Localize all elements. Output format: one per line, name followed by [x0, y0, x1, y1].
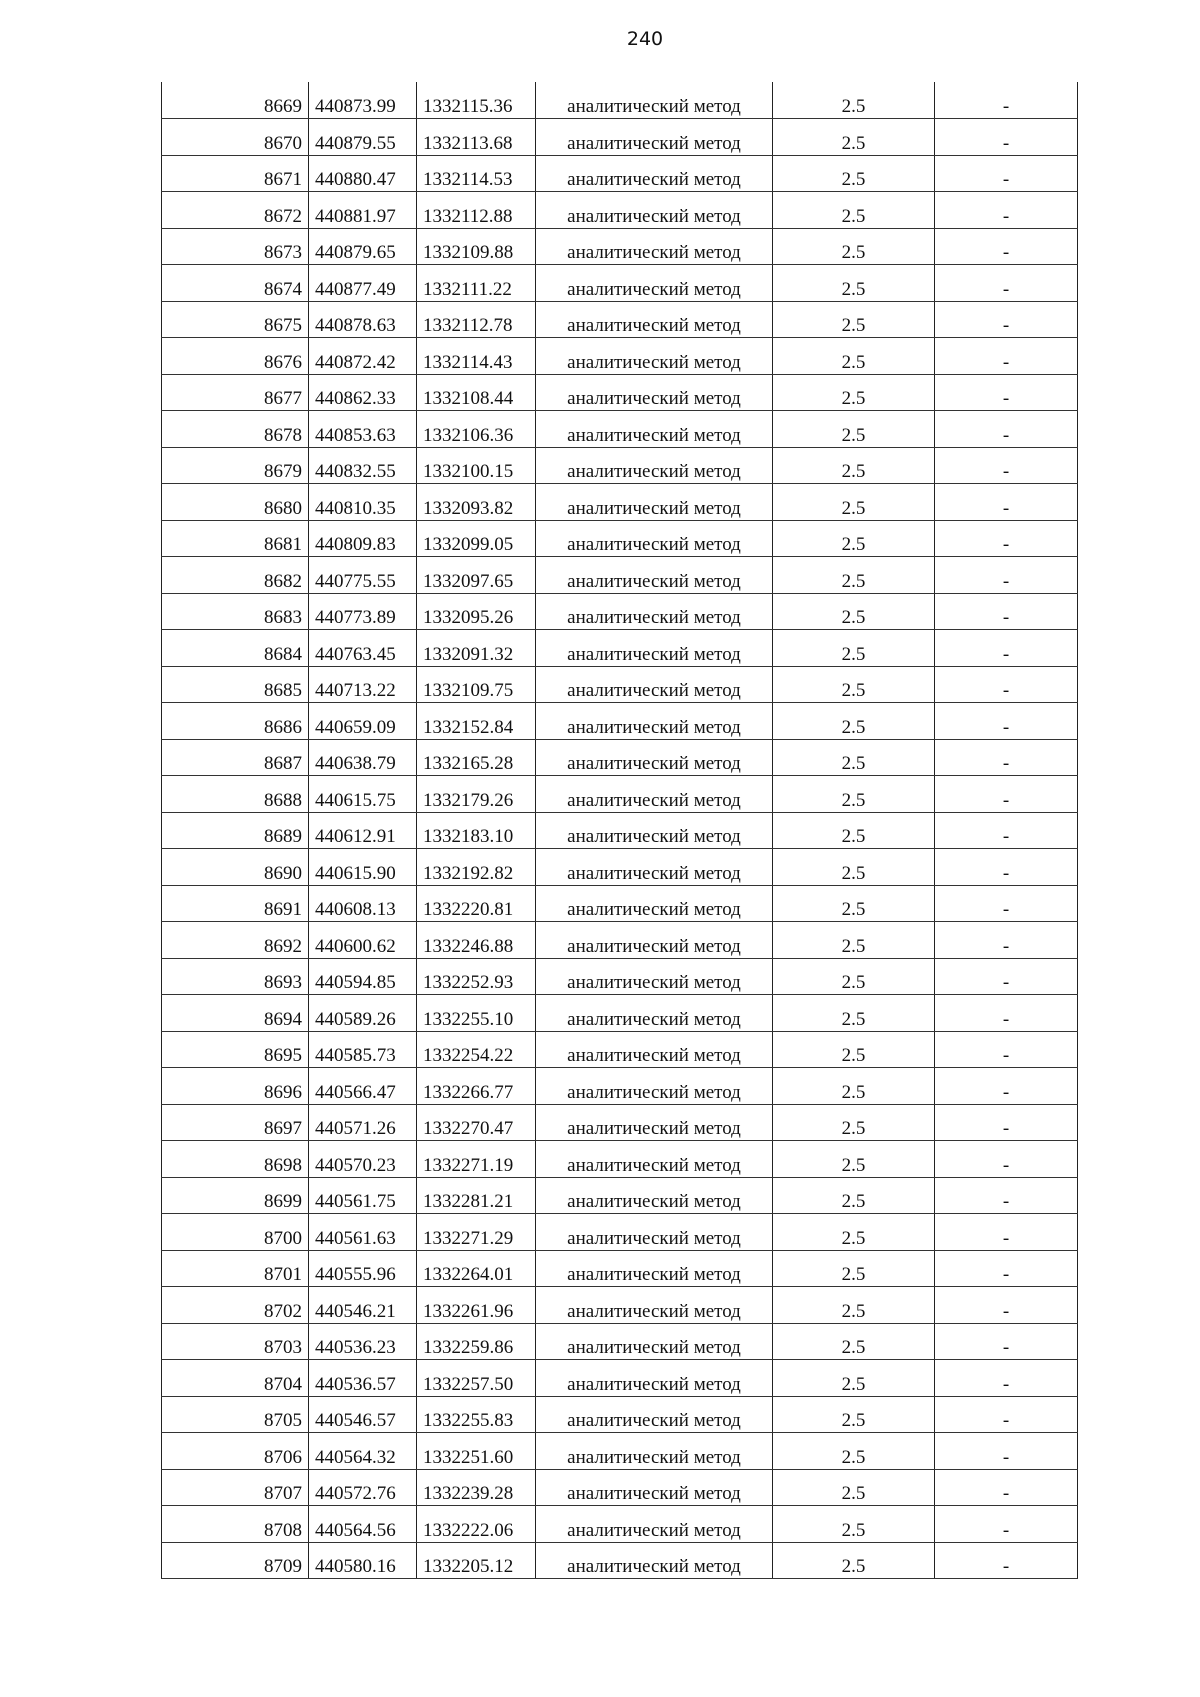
x-coordinate-cell: 440832.55	[309, 447, 417, 484]
point-number-cell: 8673	[162, 228, 309, 265]
x-coordinate-cell: 440659.09	[309, 703, 417, 740]
table-row	[162, 1177, 1078, 1214]
point-number-cell: 8686	[162, 703, 309, 740]
x-coordinate-cell: 440878.63	[309, 301, 417, 338]
y-coordinate-cell: 1332106.36	[417, 411, 536, 448]
x-coordinate-cell: 440566.47	[309, 1068, 417, 1105]
accuracy-cell: 2.5	[773, 812, 935, 849]
accuracy-cell: 2.5	[773, 1506, 935, 1543]
accuracy-cell: 2.5	[773, 155, 935, 192]
method-cell: аналитический метод	[536, 1287, 773, 1324]
accuracy-cell: 2.5	[773, 520, 935, 557]
point-number-cell: 8676	[162, 338, 309, 375]
point-number-cell: 8684	[162, 630, 309, 667]
x-coordinate-cell: 440546.21	[309, 1287, 417, 1324]
method-cell: аналитический метод	[536, 703, 773, 740]
description-cell: -	[935, 995, 1078, 1032]
point-number-cell: 8682	[162, 557, 309, 594]
y-coordinate-cell: 1332220.81	[417, 885, 536, 922]
accuracy-cell: 2.5	[773, 1031, 935, 1068]
accuracy-cell: 2.5	[773, 557, 935, 594]
accuracy-cell: 2.5	[773, 1360, 935, 1397]
method-cell: аналитический метод	[536, 1506, 773, 1543]
description-cell: -	[935, 447, 1078, 484]
method-cell: аналитический метод	[536, 265, 773, 302]
accuracy-cell: 2.5	[773, 265, 935, 302]
method-cell: аналитический метод	[536, 228, 773, 265]
accuracy-cell: 2.5	[773, 484, 935, 521]
x-coordinate-cell: 440561.63	[309, 1214, 417, 1251]
table-row	[162, 630, 1078, 667]
description-cell: -	[935, 1323, 1078, 1360]
description-cell: -	[935, 776, 1078, 813]
coordinates-table-body	[162, 82, 1078, 1579]
method-cell: аналитический метод	[536, 1214, 773, 1251]
point-number-cell: 8671	[162, 155, 309, 192]
y-coordinate-cell: 1332115.36	[417, 82, 536, 119]
y-coordinate-cell: 1332192.82	[417, 849, 536, 886]
y-coordinate-cell: 1332222.06	[417, 1506, 536, 1543]
method-cell: аналитический метод	[536, 666, 773, 703]
table-row	[162, 155, 1078, 192]
table-row	[162, 1141, 1078, 1178]
description-cell: -	[935, 1068, 1078, 1105]
y-coordinate-cell: 1332097.65	[417, 557, 536, 594]
description-cell: -	[935, 1287, 1078, 1324]
y-coordinate-cell: 1332259.86	[417, 1323, 536, 1360]
y-coordinate-cell: 1332251.60	[417, 1433, 536, 1470]
x-coordinate-cell: 440872.42	[309, 338, 417, 375]
method-cell: аналитический метод	[536, 1469, 773, 1506]
table-row	[162, 447, 1078, 484]
x-coordinate-cell: 440608.13	[309, 885, 417, 922]
table-row	[162, 1396, 1078, 1433]
table-row	[162, 119, 1078, 156]
x-coordinate-cell: 440536.23	[309, 1323, 417, 1360]
point-number-cell: 8678	[162, 411, 309, 448]
x-coordinate-cell: 440877.49	[309, 265, 417, 302]
point-number-cell: 8692	[162, 922, 309, 959]
accuracy-cell: 2.5	[773, 1433, 935, 1470]
x-coordinate-cell: 440594.85	[309, 958, 417, 995]
description-cell: -	[935, 411, 1078, 448]
method-cell: аналитический метод	[536, 447, 773, 484]
x-coordinate-cell: 440572.76	[309, 1469, 417, 1506]
description-cell: -	[935, 1469, 1078, 1506]
method-cell: аналитический метод	[536, 520, 773, 557]
x-coordinate-cell: 440570.23	[309, 1141, 417, 1178]
point-number-cell: 8674	[162, 265, 309, 302]
x-coordinate-cell: 440564.56	[309, 1506, 417, 1543]
description-cell: -	[935, 666, 1078, 703]
point-number-cell: 8669	[162, 82, 309, 119]
description-cell: -	[935, 338, 1078, 375]
x-coordinate-cell: 440853.63	[309, 411, 417, 448]
description-cell: -	[935, 520, 1078, 557]
description-cell: -	[935, 703, 1078, 740]
table-row	[162, 885, 1078, 922]
table-row	[162, 995, 1078, 1032]
x-coordinate-cell: 440773.89	[309, 593, 417, 630]
method-cell: аналитический метод	[536, 630, 773, 667]
accuracy-cell: 2.5	[773, 1323, 935, 1360]
table-row	[162, 1433, 1078, 1470]
x-coordinate-cell: 440862.33	[309, 374, 417, 411]
x-coordinate-cell: 440879.65	[309, 228, 417, 265]
table-row	[162, 1542, 1078, 1579]
table-row	[162, 739, 1078, 776]
description-cell: -	[935, 1506, 1078, 1543]
y-coordinate-cell: 1332264.01	[417, 1250, 536, 1287]
method-cell: аналитический метод	[536, 1323, 773, 1360]
x-coordinate-cell: 440585.73	[309, 1031, 417, 1068]
accuracy-cell: 2.5	[773, 119, 935, 156]
description-cell: -	[935, 739, 1078, 776]
description-cell: -	[935, 630, 1078, 667]
y-coordinate-cell: 1332099.05	[417, 520, 536, 557]
method-cell: аналитический метод	[536, 411, 773, 448]
method-cell: аналитический метод	[536, 1141, 773, 1178]
description-cell: -	[935, 374, 1078, 411]
method-cell: аналитический метод	[536, 1360, 773, 1397]
method-cell: аналитический метод	[536, 1433, 773, 1470]
x-coordinate-cell: 440612.91	[309, 812, 417, 849]
point-number-cell: 8702	[162, 1287, 309, 1324]
method-cell: аналитический метод	[536, 301, 773, 338]
table-row	[162, 922, 1078, 959]
y-coordinate-cell: 1332109.75	[417, 666, 536, 703]
point-number-cell: 8705	[162, 1396, 309, 1433]
point-number-cell: 8691	[162, 885, 309, 922]
point-number-cell: 8698	[162, 1141, 309, 1178]
description-cell: -	[935, 1104, 1078, 1141]
table-row	[162, 1506, 1078, 1543]
table-row	[162, 557, 1078, 594]
accuracy-cell: 2.5	[773, 922, 935, 959]
y-coordinate-cell: 1332183.10	[417, 812, 536, 849]
description-cell: -	[935, 82, 1078, 119]
table-row	[162, 1031, 1078, 1068]
method-cell: аналитический метод	[536, 1250, 773, 1287]
coordinates-table	[161, 82, 1078, 1579]
table-row	[162, 1287, 1078, 1324]
point-number-cell: 8688	[162, 776, 309, 813]
x-coordinate-cell: 440713.22	[309, 666, 417, 703]
method-cell: аналитический метод	[536, 1396, 773, 1433]
x-coordinate-cell: 440589.26	[309, 995, 417, 1032]
point-number-cell: 8675	[162, 301, 309, 338]
point-number-cell: 8708	[162, 1506, 309, 1543]
page-number: 240	[626, 28, 664, 50]
accuracy-cell: 2.5	[773, 666, 935, 703]
x-coordinate-cell: 440615.75	[309, 776, 417, 813]
method-cell: аналитический метод	[536, 155, 773, 192]
y-coordinate-cell: 1332252.93	[417, 958, 536, 995]
description-cell: -	[935, 885, 1078, 922]
x-coordinate-cell: 440881.97	[309, 192, 417, 229]
description-cell: -	[935, 1250, 1078, 1287]
accuracy-cell: 2.5	[773, 1250, 935, 1287]
y-coordinate-cell: 1332113.68	[417, 119, 536, 156]
table-row	[162, 1323, 1078, 1360]
method-cell: аналитический метод	[536, 739, 773, 776]
x-coordinate-cell: 440580.16	[309, 1542, 417, 1579]
point-number-cell: 8709	[162, 1542, 309, 1579]
y-coordinate-cell: 1332257.50	[417, 1360, 536, 1397]
y-coordinate-cell: 1332255.10	[417, 995, 536, 1032]
y-coordinate-cell: 1332108.44	[417, 374, 536, 411]
accuracy-cell: 2.5	[773, 301, 935, 338]
description-cell: -	[935, 1360, 1078, 1397]
y-coordinate-cell: 1332179.26	[417, 776, 536, 813]
description-cell: -	[935, 849, 1078, 886]
y-coordinate-cell: 1332254.22	[417, 1031, 536, 1068]
accuracy-cell: 2.5	[773, 995, 935, 1032]
accuracy-cell: 2.5	[773, 630, 935, 667]
x-coordinate-cell: 440638.79	[309, 739, 417, 776]
y-coordinate-cell: 1332093.82	[417, 484, 536, 521]
point-number-cell: 8706	[162, 1433, 309, 1470]
y-coordinate-cell: 1332255.83	[417, 1396, 536, 1433]
x-coordinate-cell: 440615.90	[309, 849, 417, 886]
table-row	[162, 958, 1078, 995]
point-number-cell: 8681	[162, 520, 309, 557]
description-cell: -	[935, 1141, 1078, 1178]
accuracy-cell: 2.5	[773, 1469, 935, 1506]
y-coordinate-cell: 1332165.28	[417, 739, 536, 776]
description-cell: -	[935, 1177, 1078, 1214]
method-cell: аналитический метод	[536, 557, 773, 594]
accuracy-cell: 2.5	[773, 885, 935, 922]
y-coordinate-cell: 1332281.21	[417, 1177, 536, 1214]
method-cell: аналитический метод	[536, 374, 773, 411]
y-coordinate-cell: 1332114.53	[417, 155, 536, 192]
point-number-cell: 8680	[162, 484, 309, 521]
description-cell: -	[935, 155, 1078, 192]
accuracy-cell: 2.5	[773, 776, 935, 813]
x-coordinate-cell: 440810.35	[309, 484, 417, 521]
point-number-cell: 8689	[162, 812, 309, 849]
x-coordinate-cell: 440555.96	[309, 1250, 417, 1287]
method-cell: аналитический метод	[536, 1104, 773, 1141]
method-cell: аналитический метод	[536, 776, 773, 813]
point-number-cell: 8699	[162, 1177, 309, 1214]
description-cell: -	[935, 301, 1078, 338]
x-coordinate-cell: 440763.45	[309, 630, 417, 667]
table-row	[162, 374, 1078, 411]
table-row	[162, 338, 1078, 375]
accuracy-cell: 2.5	[773, 411, 935, 448]
accuracy-cell: 2.5	[773, 1104, 935, 1141]
y-coordinate-cell: 1332095.26	[417, 593, 536, 630]
point-number-cell: 8695	[162, 1031, 309, 1068]
x-coordinate-cell: 440571.26	[309, 1104, 417, 1141]
y-coordinate-cell: 1332112.78	[417, 301, 536, 338]
description-cell: -	[935, 812, 1078, 849]
accuracy-cell: 2.5	[773, 1141, 935, 1178]
method-cell: аналитический метод	[536, 849, 773, 886]
accuracy-cell: 2.5	[773, 228, 935, 265]
x-coordinate-cell: 440879.55	[309, 119, 417, 156]
point-number-cell: 8694	[162, 995, 309, 1032]
accuracy-cell: 2.5	[773, 958, 935, 995]
description-cell: -	[935, 265, 1078, 302]
description-cell: -	[935, 484, 1078, 521]
description-cell: -	[935, 557, 1078, 594]
y-coordinate-cell: 1332270.47	[417, 1104, 536, 1141]
table-row	[162, 1068, 1078, 1105]
point-number-cell: 8707	[162, 1469, 309, 1506]
y-coordinate-cell: 1332091.32	[417, 630, 536, 667]
method-cell: аналитический метод	[536, 593, 773, 630]
method-cell: аналитический метод	[536, 1177, 773, 1214]
method-cell: аналитический метод	[536, 82, 773, 119]
table-row	[162, 1360, 1078, 1397]
accuracy-cell: 2.5	[773, 374, 935, 411]
table-row	[162, 265, 1078, 302]
table-row	[162, 593, 1078, 630]
y-coordinate-cell: 1332112.88	[417, 192, 536, 229]
y-coordinate-cell: 1332111.22	[417, 265, 536, 302]
method-cell: аналитический метод	[536, 995, 773, 1032]
point-number-cell: 8683	[162, 593, 309, 630]
y-coordinate-cell: 1332152.84	[417, 703, 536, 740]
y-coordinate-cell: 1332205.12	[417, 1542, 536, 1579]
y-coordinate-cell: 1332246.88	[417, 922, 536, 959]
table-row	[162, 1469, 1078, 1506]
description-cell: -	[935, 119, 1078, 156]
point-number-cell: 8697	[162, 1104, 309, 1141]
table-row	[162, 1250, 1078, 1287]
point-number-cell: 8670	[162, 119, 309, 156]
table-row	[162, 411, 1078, 448]
table-row	[162, 520, 1078, 557]
accuracy-cell: 2.5	[773, 447, 935, 484]
y-coordinate-cell: 1332239.28	[417, 1469, 536, 1506]
description-cell: -	[935, 1433, 1078, 1470]
y-coordinate-cell: 1332114.43	[417, 338, 536, 375]
accuracy-cell: 2.5	[773, 1396, 935, 1433]
point-number-cell: 8703	[162, 1323, 309, 1360]
point-number-cell: 8693	[162, 958, 309, 995]
method-cell: аналитический метод	[536, 812, 773, 849]
x-coordinate-cell: 440775.55	[309, 557, 417, 594]
table-row	[162, 666, 1078, 703]
method-cell: аналитический метод	[536, 484, 773, 521]
method-cell: аналитический метод	[536, 922, 773, 959]
method-cell: аналитический метод	[536, 958, 773, 995]
description-cell: -	[935, 958, 1078, 995]
point-number-cell: 8700	[162, 1214, 309, 1251]
method-cell: аналитический метод	[536, 1542, 773, 1579]
point-number-cell: 8679	[162, 447, 309, 484]
point-number-cell: 8696	[162, 1068, 309, 1105]
accuracy-cell: 2.5	[773, 338, 935, 375]
y-coordinate-cell: 1332109.88	[417, 228, 536, 265]
x-coordinate-cell: 440873.99	[309, 82, 417, 119]
method-cell: аналитический метод	[536, 119, 773, 156]
table-row	[162, 812, 1078, 849]
x-coordinate-cell: 440880.47	[309, 155, 417, 192]
description-cell: -	[935, 1214, 1078, 1251]
x-coordinate-cell: 440600.62	[309, 922, 417, 959]
y-coordinate-cell: 1332261.96	[417, 1287, 536, 1324]
description-cell: -	[935, 192, 1078, 229]
description-cell: -	[935, 1396, 1078, 1433]
table-row	[162, 1104, 1078, 1141]
accuracy-cell: 2.5	[773, 1177, 935, 1214]
point-number-cell: 8685	[162, 666, 309, 703]
table-row	[162, 228, 1078, 265]
table-row	[162, 703, 1078, 740]
accuracy-cell: 2.5	[773, 1287, 935, 1324]
accuracy-cell: 2.5	[773, 593, 935, 630]
point-number-cell: 8672	[162, 192, 309, 229]
point-number-cell: 8704	[162, 1360, 309, 1397]
table-row	[162, 1214, 1078, 1251]
table-row	[162, 776, 1078, 813]
y-coordinate-cell: 1332266.77	[417, 1068, 536, 1105]
accuracy-cell: 2.5	[773, 1214, 935, 1251]
description-cell: -	[935, 593, 1078, 630]
point-number-cell: 8677	[162, 374, 309, 411]
table-row	[162, 301, 1078, 338]
table-row	[162, 849, 1078, 886]
description-cell: -	[935, 1542, 1078, 1579]
x-coordinate-cell: 440536.57	[309, 1360, 417, 1397]
description-cell: -	[935, 1031, 1078, 1068]
method-cell: аналитический метод	[536, 1068, 773, 1105]
y-coordinate-cell: 1332271.29	[417, 1214, 536, 1251]
table-row	[162, 82, 1078, 119]
point-number-cell: 8687	[162, 739, 309, 776]
y-coordinate-cell: 1332271.19	[417, 1141, 536, 1178]
table-row	[162, 484, 1078, 521]
x-coordinate-cell: 440561.75	[309, 1177, 417, 1214]
x-coordinate-cell: 440546.57	[309, 1396, 417, 1433]
table-row	[162, 192, 1078, 229]
point-number-cell: 8690	[162, 849, 309, 886]
accuracy-cell: 2.5	[773, 703, 935, 740]
y-coordinate-cell: 1332100.15	[417, 447, 536, 484]
point-number-cell: 8701	[162, 1250, 309, 1287]
description-cell: -	[935, 922, 1078, 959]
description-cell: -	[935, 228, 1078, 265]
accuracy-cell: 2.5	[773, 739, 935, 776]
x-coordinate-cell: 440809.83	[309, 520, 417, 557]
accuracy-cell: 2.5	[773, 1542, 935, 1579]
x-coordinate-cell: 440564.32	[309, 1433, 417, 1470]
method-cell: аналитический метод	[536, 885, 773, 922]
accuracy-cell: 2.5	[773, 82, 935, 119]
accuracy-cell: 2.5	[773, 1068, 935, 1105]
method-cell: аналитический метод	[536, 338, 773, 375]
method-cell: аналитический метод	[536, 192, 773, 229]
accuracy-cell: 2.5	[773, 192, 935, 229]
method-cell: аналитический метод	[536, 1031, 773, 1068]
accuracy-cell: 2.5	[773, 849, 935, 886]
